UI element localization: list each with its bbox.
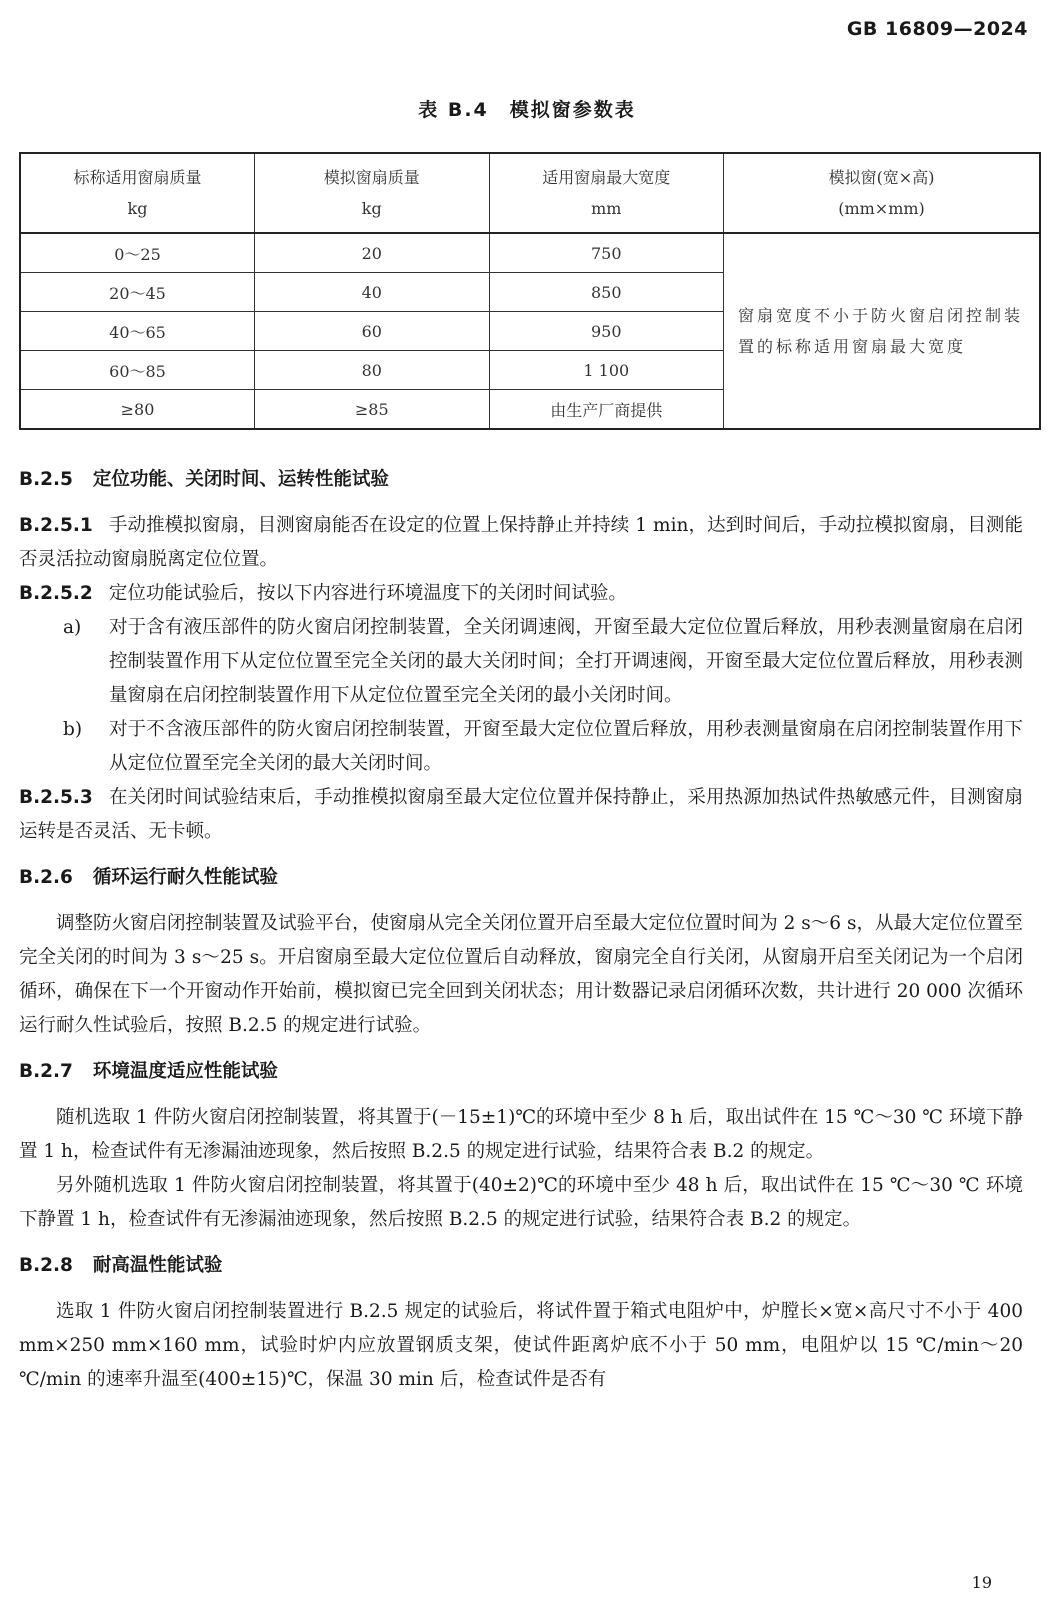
- table-cell: 750: [489, 233, 724, 273]
- table-cell: 950: [489, 312, 724, 351]
- section-heading-b28: B.2.8 耐高温性能试验: [19, 1255, 223, 1276]
- table-row: [20, 233, 1040, 273]
- table-cell: 20: [255, 233, 490, 273]
- paragraph-b27-1: 随机选取 1 件防火窗启闭控制装置，将其置于(－15±1)℃的环境中至少 8 h 后，取出试件在 15 ℃～30 ℃ 环境下静置 1 h，检查试件有无渗漏油迹现象，然后按照 B.2.5 的规定进行试验，结果符合表 B.2 的规定。: [19, 1107, 1023, 1162]
- table-cell: 40～65: [20, 312, 255, 351]
- list-item-b: b) 对于不含液压部件的防火窗启闭控制装置，开窗至最大定位位置后释放，用秒表测量窗扇在启闭控制装置作用下从定位位置至完全关闭的最大关闭时间。: [63, 719, 1023, 774]
- table-header-cell: 适用窗扇最大宽度 mm: [489, 153, 724, 233]
- table-merged-note: 窗扇宽度不小于防火窗启闭控制装置的标称适用窗扇最大宽度: [724, 233, 1040, 429]
- table-header-cell: 标称适用窗扇质量 kg: [20, 153, 255, 233]
- table-cell: 20～45: [20, 273, 255, 312]
- table-cell: 80: [255, 351, 490, 390]
- table-header-row: [20, 153, 1040, 233]
- table-cell: 1 100: [489, 351, 724, 390]
- paragraph-b28: 选取 1 件防火窗启闭控制装置进行 B.2.5 规定的试验后，将试件置于箱式电阻炉中，炉膛长×宽×高尺寸不小于 400 mm×250 mm×160 mm，试验时炉内应放置钢质支架，使试件距离炉底不小于 50 mm，电阻炉以 15 ℃/min～20 ℃/min 的速率升温至(400±15)℃，保温 30 min 后，检查试件是否有: [19, 1301, 1023, 1390]
- parameter-table: [19, 152, 1041, 430]
- table-cell: 40: [255, 273, 490, 312]
- paragraph-b27-2: 另外随机选取 1 件防火窗启闭控制装置，将其置于(40±2)℃的环境中至少 48 h 后，取出试件在 15 ℃～30 ℃ 环境下静置 1 h，检查试件有无渗漏油迹现象，然后按照 B.2.5 的规定进行试验，结果符合表 B.2 的规定。: [19, 1175, 1023, 1230]
- table-cell: 由生产厂商提供: [489, 390, 724, 430]
- table-cell: 60～85: [20, 351, 255, 390]
- section-heading-b27: B.2.7 环境温度适应性能试验: [19, 1061, 278, 1082]
- standard-number: GB 16809—2024: [846, 18, 1028, 40]
- paragraph-b26: 调整防火窗启闭控制装置及试验平台，使窗扇从完全关闭位置开启至最大定位位置时间为 2 s～6 s，从最大定位位置至完全关闭的时间为 3 s～25 s。开启窗扇至最大定位位置后自动释放，窗扇完全自行关闭，从窗扇开启至关闭记为一个启闭循环，确保在下一个开窗动作开始前，模拟窗已完全回到关闭状态；用计数器记录启闭循环次数，共计进行 20 000 次循环运行耐久性试验后，按照 B.2.5 的规定进行试验。: [19, 913, 1023, 1036]
- clause-b252: B.2.5.2 定位功能试验后，按以下内容进行环境温度下的关闭时间试验。: [19, 583, 627, 604]
- clause-b251: B.2.5.1 手动推模拟窗扇，目测窗扇能否在设定的位置上保持静止并持续 1 min，达到时间后，手动拉模拟窗扇，目测能否灵活拉动窗扇脱离定位位置。: [19, 515, 1023, 570]
- table-cell: 60: [255, 312, 490, 351]
- table-header-cell: 模拟窗扇质量 kg: [255, 153, 490, 233]
- list-item-a: a) 对于含有液压部件的防火窗启闭控制装置，全关闭调速阀，开窗至最大定位位置后释放，用秒表测量窗扇在启闭控制装置作用下从定位位置至完全关闭的最大关闭时间；全打开调速阀，开窗至最大定位位置后释放，用秒表测量窗扇在启闭控制装置作用下从定位位置至完全关闭的最小关闭时间。: [63, 617, 1023, 706]
- section-heading-b26: B.2.6 循环运行耐久性能试验: [19, 867, 278, 888]
- table-cell: 850: [489, 273, 724, 312]
- table-header-cell: 模拟窗(宽×高) (mm×mm): [724, 153, 1040, 233]
- table-title: 表 B.4 模拟窗参数表: [418, 99, 636, 121]
- section-heading-b25: B.2.5 定位功能、关闭时间、运转性能试验: [19, 469, 389, 490]
- page-number: 19: [971, 1573, 992, 1592]
- document-body: [19, 463, 1023, 1397]
- table-cell: ≥80: [20, 390, 255, 430]
- table-cell: 0～25: [20, 233, 255, 273]
- clause-b253: B.2.5.3 在关闭时间试验结束后，手动推模拟窗扇至最大定位位置并保持静止，采用热源加热试件热敏感元件，目测窗扇运转是否灵活、无卡顿。: [19, 787, 1023, 842]
- table-cell: ≥85: [255, 390, 490, 430]
